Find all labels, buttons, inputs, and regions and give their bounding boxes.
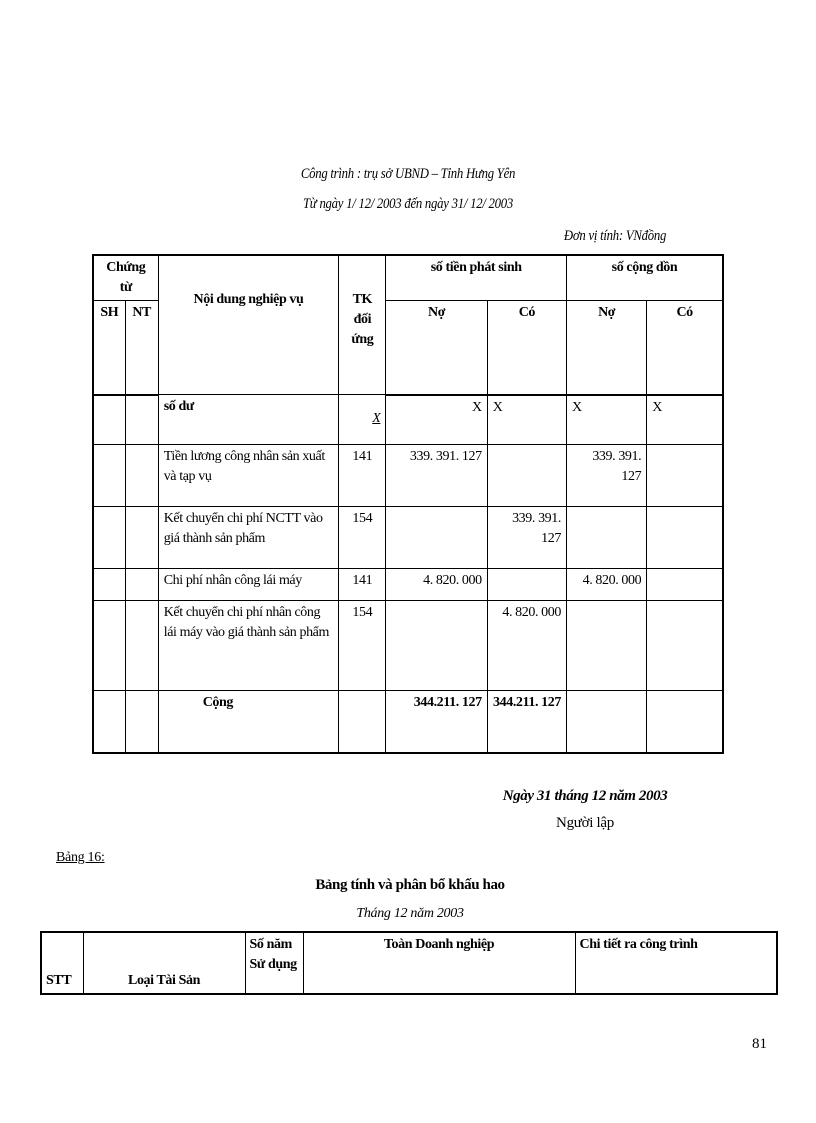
depreciation-table [40,931,778,995]
cell-co-phat-sinh: 4. 820. 000 [487,601,566,691]
cell-no-cong-don: X [566,395,646,445]
cell-co-phat-sinh [487,569,566,601]
cell-no-phat-sinh: X [386,395,487,445]
cell-nt [125,395,158,445]
header-no-cong-don: Nợ [566,301,646,395]
table-row [93,507,723,569]
cell-co-cong-don [647,445,723,507]
cell-no-cong-don [566,691,646,753]
cell-co-phat-sinh: 344.211. 127 [487,691,566,753]
cell-no-phat-sinh: 344.211. 127 [386,691,487,753]
table-row [93,445,723,507]
header-chi-tiet-cong-trinh: Chi tiết ra công trình [575,932,777,994]
cell-co-cong-don [647,601,723,691]
cell-no-phat-sinh [386,507,487,569]
project-title: Công trình : trụ sở UBND – Tỉnh Hưng Yên [300,166,516,182]
page-number: 81 [752,1036,767,1052]
table-title: Bảng tính và phân bổ khấu hao [315,877,505,893]
cell-co-phat-sinh [487,445,566,507]
cell-co-phat-sinh: 339. 391. 127 [487,507,566,569]
signature-date: Ngày 31 tháng 12 năm 2003 [502,788,668,804]
cell-co-cong-don: X [647,395,723,445]
cell-no-phat-sinh [386,601,487,691]
header-stt: STT [41,932,83,994]
cell-no-cong-don [566,507,646,569]
header-co-cong-don: Có [647,301,723,395]
signature-role: Người lập [556,815,614,831]
cell-no-cong-don [566,601,646,691]
cell-tk: X [339,395,386,445]
header-chung-tu: Chứng từ [93,255,158,301]
table-row [93,601,723,691]
header-co-phat-sinh: Có [487,301,566,395]
cell-nt [125,507,158,569]
cell-no-phat-sinh: 4. 820. 000 [386,569,487,601]
table-row-total [93,691,723,753]
table-row [93,395,723,445]
table-label: Bảng 16: [56,850,105,865]
date-range: Từ ngày 1/ 12/ 2003 đến ngày 31/ 12/ 2003 [302,196,514,212]
cell-noi-dung: Kết chuyển chi phí nhân công lái máy vào giá thành sản phẩm [158,601,339,691]
cell-co-cong-don [647,691,723,753]
cell-noi-dung: Chi phí nhân công lái máy [158,569,339,601]
header-tk-doi-ung: TK đối ứng [339,255,386,395]
header-nt: NT [125,301,158,395]
cell-no-cong-don: 4. 820. 000 [566,569,646,601]
cell-co-cong-don [647,569,723,601]
cell-sh [93,601,125,691]
ledger-table [92,254,724,754]
table-row [93,569,723,601]
header-noi-dung: Nội dung nghiệp vụ [158,255,339,395]
cell-tk: 154 [339,507,386,569]
cell-tk: 154 [339,601,386,691]
cell-nt [125,445,158,507]
header-toan-doanh-nghiep: Toàn Doanh nghiệp [303,932,575,994]
cell-co-phat-sinh: X [487,395,566,445]
cell-tk [339,691,386,753]
header-cong-don: số cộng dồn [566,255,723,301]
cell-noi-dung: Cộng [158,691,339,753]
cell-no-cong-don: 339. 391. 127 [566,445,646,507]
currency-unit: Đơn vị tính: VNđồng [563,228,667,244]
header-no-phat-sinh: Nợ [386,301,487,395]
cell-tk: 141 [339,569,386,601]
header-loai-tai-san: Loại Tài Sản [83,932,245,994]
cell-sh [93,507,125,569]
header-phat-sinh: số tiền phát sinh [386,255,567,301]
cell-nt [125,569,158,601]
cell-sh [93,569,125,601]
cell-sh [93,445,125,507]
cell-noi-dung: Tiền lương công nhân sản xuất và tạp vụ [158,445,339,507]
cell-nt [125,601,158,691]
cell-sh [93,691,125,753]
cell-no-phat-sinh: 339. 391. 127 [386,445,487,507]
cell-sh [93,395,125,445]
header-sh: SH [93,301,125,395]
cell-noi-dung: Kết chuyển chi phí NCTT vào giá thành sản phẩm [158,507,339,569]
cell-tk: 141 [339,445,386,507]
table-subtitle: Tháng 12 năm 2003 [356,906,464,921]
cell-noi-dung: số dư [158,395,339,445]
cell-co-cong-don [647,507,723,569]
cell-nt [125,691,158,753]
header-so-nam-su-dung: Số năm Sử dụng [245,932,303,994]
